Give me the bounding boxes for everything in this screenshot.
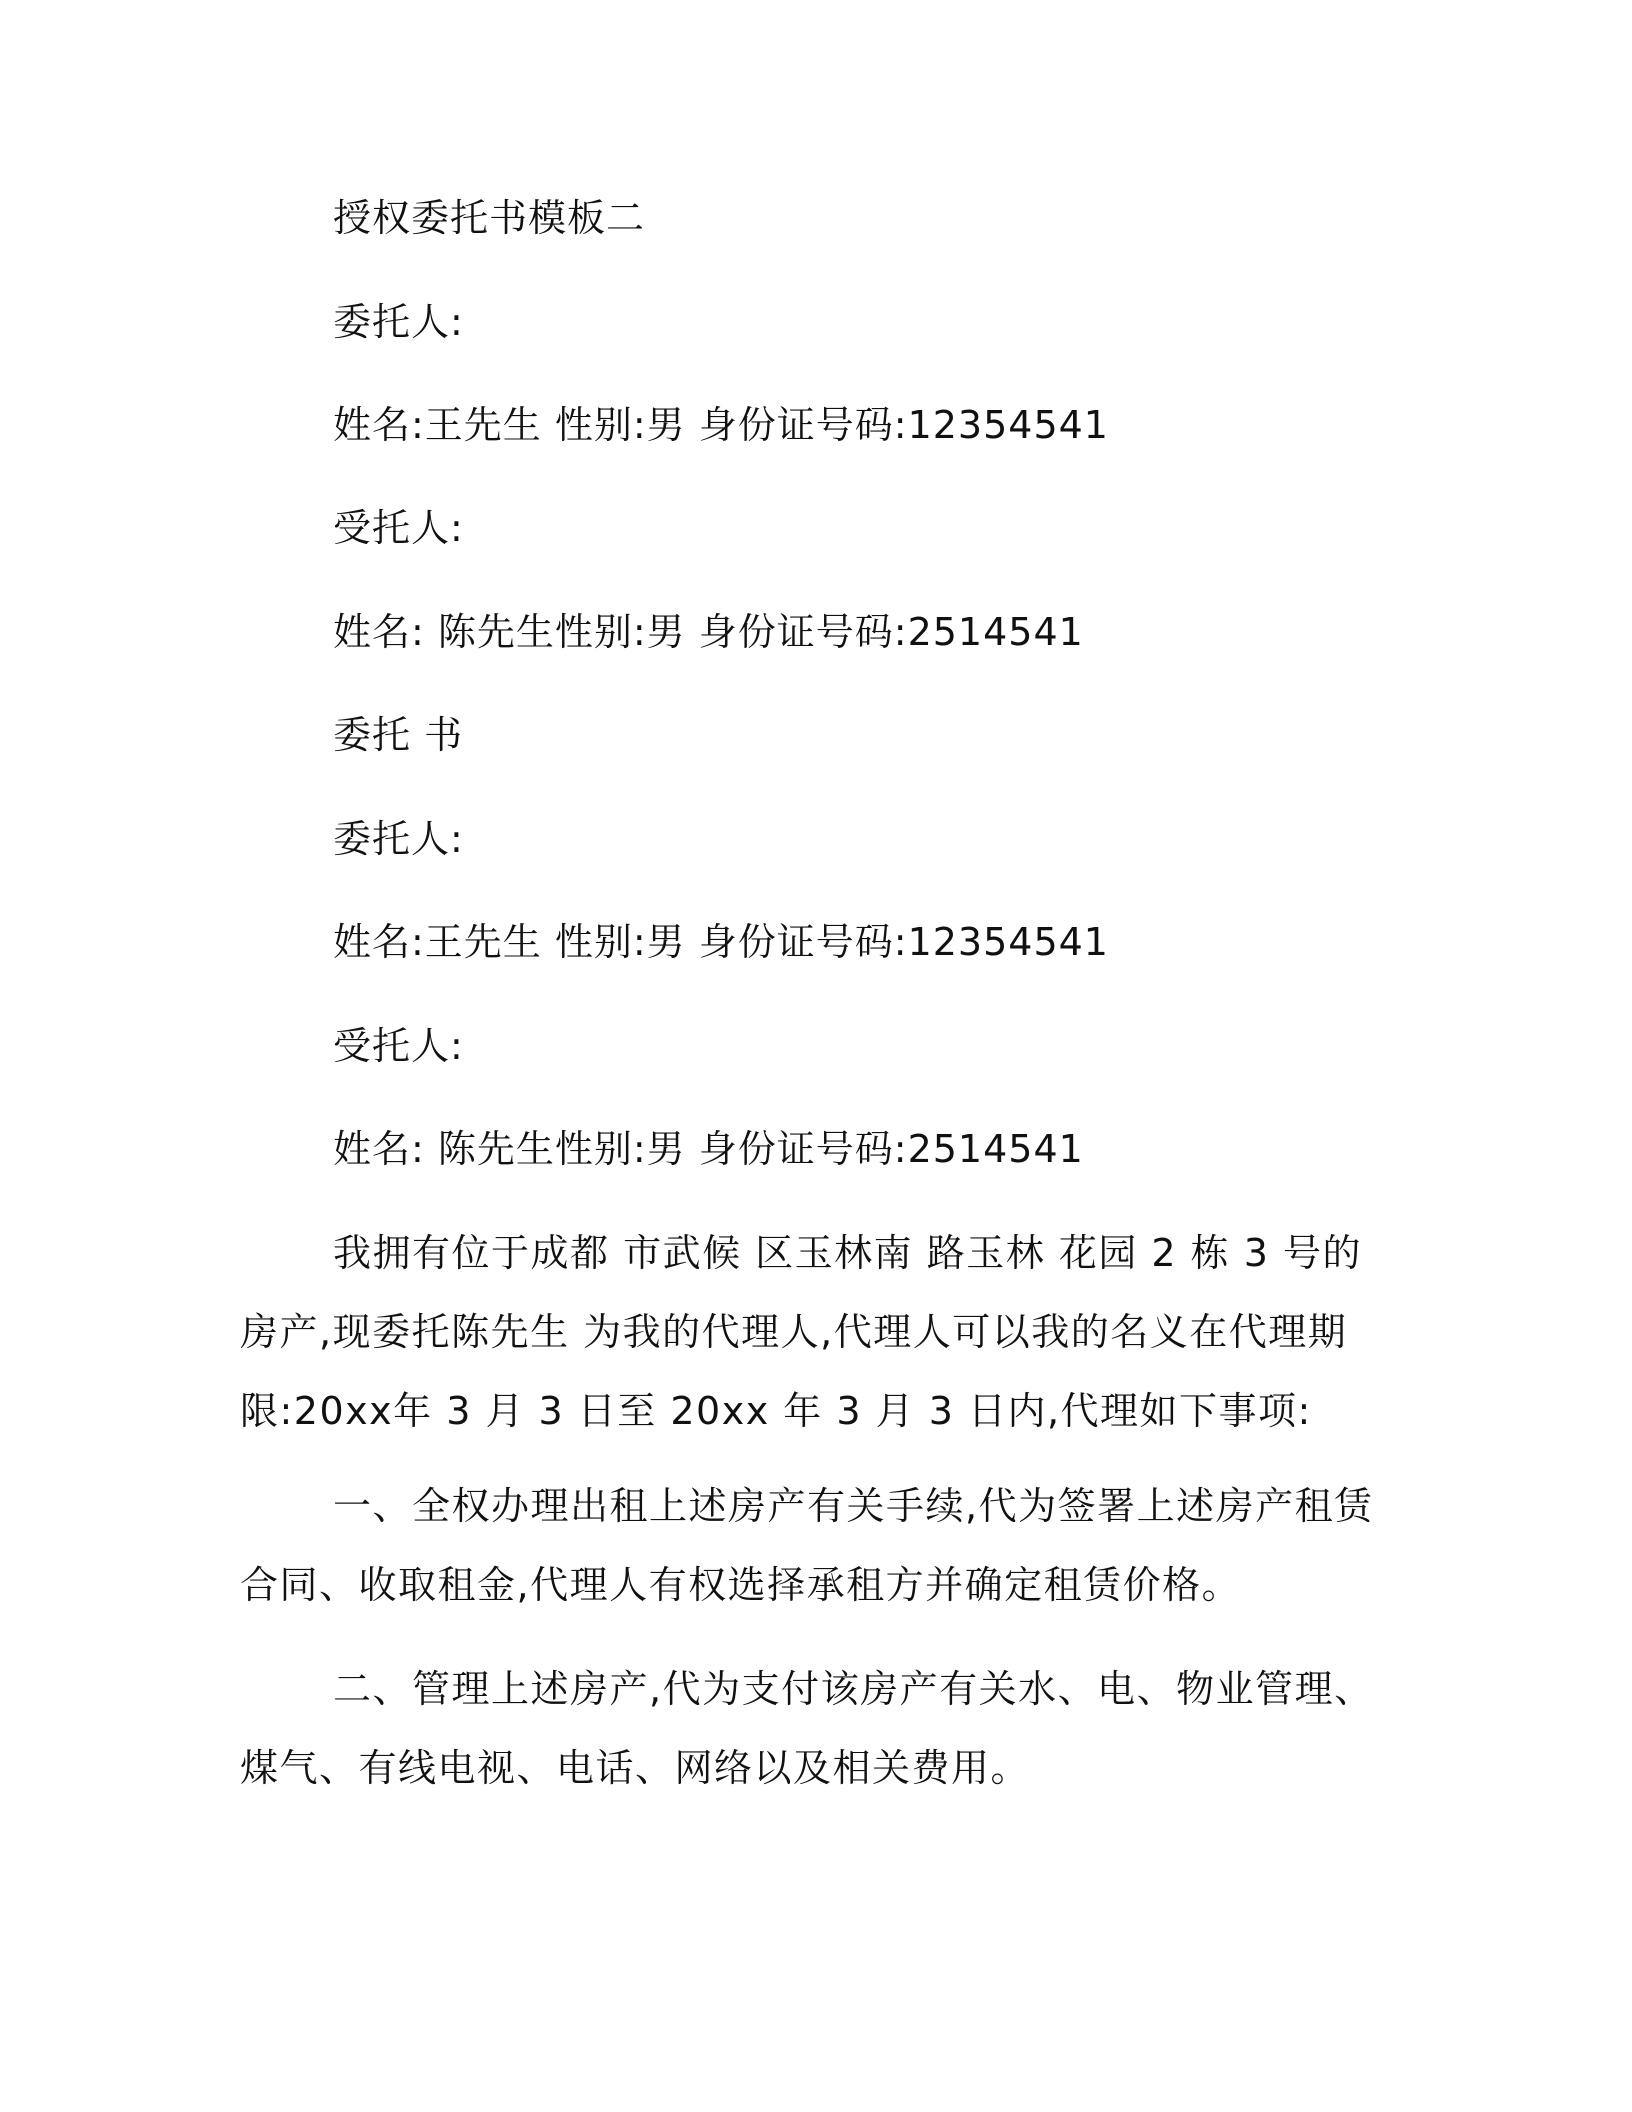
agent-info-2: 姓名: 陈先生性别:男 身份证号码:2514541 xyxy=(333,1127,1084,1171)
principal-heading-2: 委托人: xyxy=(333,817,464,861)
agent-heading: 受托人: xyxy=(333,506,464,550)
principal-info: 姓名:王先生 性别:男 身份证号码:12354541 xyxy=(333,403,1109,447)
body-paragraph-property: 我拥有位于成都 市武候 区玉林南 路玉林 花园 2 栋 3 号的房产,现委托陈先生 为我的代理人,代理人可以我的名义在代理期限:20xx年 3 月 3 日至 20xx 年 3 月 3 日内,代理如下事项: xyxy=(240,1231,1362,1433)
document-title: 授权委托书模板二 xyxy=(333,196,646,240)
agent-heading-2: 受托人: xyxy=(333,1024,464,1068)
agent-info: 姓名: 陈先生性别:男 身份证号码:2514541 xyxy=(333,610,1084,654)
body-paragraph-item-2: 二、管理上述房产,代为支付该房产有关水、电、物业管理、煤气、有线电视、电话、网络以及相关费用。 xyxy=(240,1667,1374,1790)
principal-info-2: 姓名:王先生 性别:男 身份证号码:12354541 xyxy=(333,920,1109,964)
letter-heading: 委托 书 xyxy=(333,713,464,757)
principal-heading: 委托人: xyxy=(333,300,464,344)
body-paragraph-item-1: 一、全权办理出租上述房产有关手续,代为签署上述房产租赁合同、收取租金,代理人有权选择承租方并确定租赁价格。 xyxy=(240,1484,1374,1607)
